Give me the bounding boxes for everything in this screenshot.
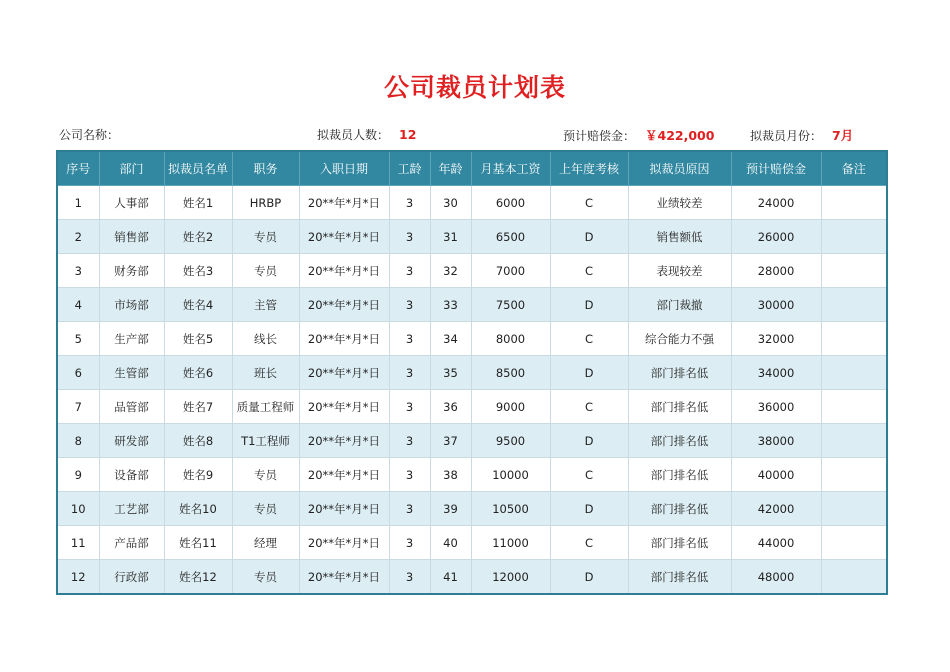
cell-col-department[interactable]: 品管部 [99, 390, 164, 424]
cell-col-department[interactable]: 市场部 [99, 288, 164, 322]
cell-col-name[interactable]: 姓名10 [164, 492, 232, 526]
cell-col-name[interactable]: 姓名12 [164, 560, 232, 595]
cell-col-remarks[interactable] [821, 424, 887, 458]
cell-col-age[interactable]: 37 [430, 424, 471, 458]
layoff-month-label: 拟裁员月份： [750, 129, 823, 143]
cell-col-department[interactable]: 设备部 [99, 458, 164, 492]
cell-col-last-year-rating[interactable]: D [550, 288, 628, 322]
cell-col-seniority[interactable]: 3 [389, 424, 430, 458]
cell-col-age[interactable]: 31 [430, 220, 471, 254]
cell-col-reason[interactable]: 部门排名低 [628, 526, 731, 560]
layoff-count-label: 拟裁员人数： [317, 128, 390, 142]
cell-col-remarks[interactable] [821, 220, 887, 254]
table-row [57, 322, 887, 356]
cell-col-index[interactable]: 11 [57, 526, 99, 560]
cell-col-last-year-rating[interactable]: C [550, 390, 628, 424]
cell-col-name[interactable]: 姓名6 [164, 356, 232, 390]
cell-col-base-salary[interactable]: 10500 [471, 492, 550, 526]
header-col-department: 部门 [99, 151, 164, 186]
cell-col-reason[interactable]: 销售额低 [628, 220, 731, 254]
compensation-total-label: 预计赔偿金： [563, 129, 636, 143]
cell-col-compensation[interactable]: 40000 [731, 458, 821, 492]
cell-col-reason[interactable]: 综合能力不强 [628, 322, 731, 356]
cell-col-reason[interactable]: 部门排名低 [628, 390, 731, 424]
cell-col-reason[interactable]: 部门裁撤 [628, 288, 731, 322]
cell-col-last-year-rating[interactable]: C [550, 186, 628, 220]
cell-col-reason[interactable]: 部门排名低 [628, 356, 731, 390]
cell-col-hire-date[interactable]: 20**年*月*日 [299, 254, 389, 288]
table-row [57, 526, 887, 560]
cell-col-age[interactable]: 40 [430, 526, 471, 560]
cell-col-department[interactable]: 行政部 [99, 560, 164, 595]
cell-col-base-salary[interactable]: 8500 [471, 356, 550, 390]
cell-col-hire-date[interactable]: 20**年*月*日 [299, 390, 389, 424]
cell-col-remarks[interactable] [821, 560, 887, 595]
cell-col-hire-date[interactable]: 20**年*月*日 [299, 288, 389, 322]
table-row [57, 254, 887, 288]
cell-col-compensation[interactable]: 34000 [731, 356, 821, 390]
cell-col-compensation[interactable]: 48000 [731, 560, 821, 595]
layoff-count-field [317, 126, 416, 143]
cell-col-index[interactable]: 12 [57, 560, 99, 595]
header-col-reason: 拟裁员原因 [628, 151, 731, 186]
cell-col-position[interactable]: HRBP [232, 186, 299, 220]
layoff-count-value: 12 [399, 127, 417, 142]
cell-col-compensation[interactable]: 44000 [731, 526, 821, 560]
cell-col-position[interactable]: 专员 [232, 220, 299, 254]
cell-col-seniority[interactable]: 3 [389, 356, 430, 390]
cell-col-compensation[interactable]: 32000 [731, 322, 821, 356]
table-row [57, 288, 887, 322]
cell-col-age[interactable]: 35 [430, 356, 471, 390]
header-col-age: 年龄 [430, 151, 471, 186]
table-body [57, 186, 887, 595]
cell-col-index[interactable]: 10 [57, 492, 99, 526]
cell-col-index[interactable]: 5 [57, 322, 99, 356]
cell-col-name[interactable]: 姓名9 [164, 458, 232, 492]
cell-col-hire-date[interactable]: 20**年*月*日 [299, 458, 389, 492]
cell-col-compensation[interactable]: 30000 [731, 288, 821, 322]
cell-col-position[interactable]: 主管 [232, 288, 299, 322]
table-header-row [57, 151, 887, 186]
cell-col-seniority[interactable]: 3 [389, 458, 430, 492]
cell-col-seniority[interactable]: 3 [389, 220, 430, 254]
header-col-hire-date: 入职日期 [299, 151, 389, 186]
compensation-total-value: ￥422,000 [645, 128, 715, 143]
cell-col-compensation[interactable]: 26000 [731, 220, 821, 254]
cell-col-base-salary[interactable]: 7000 [471, 254, 550, 288]
header-col-index: 序号 [57, 151, 99, 186]
cell-col-index[interactable]: 9 [57, 458, 99, 492]
cell-col-age[interactable]: 38 [430, 458, 471, 492]
cell-col-compensation[interactable]: 38000 [731, 424, 821, 458]
cell-col-index[interactable]: 6 [57, 356, 99, 390]
cell-col-age[interactable]: 36 [430, 390, 471, 424]
cell-col-name[interactable]: 姓名2 [164, 220, 232, 254]
cell-col-position[interactable]: 经理 [232, 526, 299, 560]
cell-col-remarks[interactable] [821, 186, 887, 220]
cell-col-base-salary[interactable]: 10000 [471, 458, 550, 492]
cell-col-name[interactable]: 姓名3 [164, 254, 232, 288]
cell-col-name[interactable]: 姓名7 [164, 390, 232, 424]
cell-col-compensation[interactable]: 24000 [731, 186, 821, 220]
header-col-remarks: 备注 [821, 151, 887, 186]
cell-col-position[interactable]: 专员 [232, 254, 299, 288]
cell-col-reason[interactable]: 业绩较差 [628, 186, 731, 220]
cell-col-seniority[interactable]: 3 [389, 492, 430, 526]
cell-col-department[interactable]: 工艺部 [99, 492, 164, 526]
cell-col-position[interactable]: 线长 [232, 322, 299, 356]
cell-col-base-salary[interactable]: 9500 [471, 424, 550, 458]
cell-col-hire-date[interactable]: 20**年*月*日 [299, 356, 389, 390]
cell-col-seniority[interactable]: 3 [389, 288, 430, 322]
header-col-base-salary: 月基本工资 [471, 151, 550, 186]
cell-col-base-salary[interactable]: 11000 [471, 526, 550, 560]
cell-col-base-salary[interactable]: 9000 [471, 390, 550, 424]
company-name-field [59, 126, 119, 143]
cell-col-index[interactable]: 7 [57, 390, 99, 424]
cell-col-seniority[interactable]: 3 [389, 390, 430, 424]
cell-col-position[interactable]: 质量工程师 [232, 390, 299, 424]
company-name-label: 公司名称： [59, 128, 120, 142]
cell-col-hire-date[interactable]: 20**年*月*日 [299, 220, 389, 254]
table-row [57, 424, 887, 458]
cell-col-age[interactable]: 32 [430, 254, 471, 288]
cell-col-base-salary[interactable]: 8000 [471, 322, 550, 356]
cell-col-remarks[interactable] [821, 356, 887, 390]
cell-col-compensation[interactable]: 42000 [731, 492, 821, 526]
layoff-plan-table [56, 150, 888, 595]
table-row [57, 186, 887, 220]
header-col-last-year-rating: 上年度考核 [550, 151, 628, 186]
cell-col-position[interactable]: 专员 [232, 560, 299, 595]
cell-col-index[interactable]: 4 [57, 288, 99, 322]
cell-col-base-salary[interactable]: 6500 [471, 220, 550, 254]
cell-col-base-salary[interactable]: 12000 [471, 560, 550, 595]
cell-col-reason[interactable]: 部门排名低 [628, 424, 731, 458]
table-row [57, 492, 887, 526]
cell-col-department[interactable]: 研发部 [99, 424, 164, 458]
cell-col-reason[interactable]: 表现较差 [628, 254, 731, 288]
table-row [57, 356, 887, 390]
cell-col-base-salary[interactable]: 6000 [471, 186, 550, 220]
cell-col-seniority[interactable]: 3 [389, 560, 430, 595]
cell-col-reason[interactable]: 部门排名低 [628, 560, 731, 595]
cell-col-hire-date[interactable]: 20**年*月*日 [299, 424, 389, 458]
cell-col-hire-date[interactable]: 20**年*月*日 [299, 186, 389, 220]
table-row [57, 458, 887, 492]
cell-col-age[interactable]: 30 [430, 186, 471, 220]
cell-col-hire-date[interactable]: 20**年*月*日 [299, 560, 389, 595]
cell-col-remarks[interactable] [821, 458, 887, 492]
layoff-month-value: 7月 [832, 128, 854, 143]
cell-col-index[interactable]: 2 [57, 220, 99, 254]
cell-col-position[interactable]: 专员 [232, 492, 299, 526]
cell-col-remarks[interactable] [821, 390, 887, 424]
cell-col-department[interactable]: 生产部 [99, 322, 164, 356]
cell-col-name[interactable]: 姓名1 [164, 186, 232, 220]
cell-col-department[interactable]: 人事部 [99, 186, 164, 220]
cell-col-index[interactable]: 1 [57, 186, 99, 220]
cell-col-seniority[interactable]: 3 [389, 322, 430, 356]
cell-col-seniority[interactable]: 3 [389, 526, 430, 560]
cell-col-compensation[interactable]: 28000 [731, 254, 821, 288]
cell-col-index[interactable]: 8 [57, 424, 99, 458]
cell-col-last-year-rating[interactable]: D [550, 220, 628, 254]
layoff-month-field [750, 126, 853, 144]
cell-col-index[interactable]: 3 [57, 254, 99, 288]
cell-col-seniority[interactable]: 3 [389, 186, 430, 220]
cell-col-seniority[interactable]: 3 [389, 254, 430, 288]
cell-col-last-year-rating[interactable]: D [550, 560, 628, 595]
cell-col-hire-date[interactable]: 20**年*月*日 [299, 526, 389, 560]
cell-col-hire-date[interactable]: 20**年*月*日 [299, 492, 389, 526]
cell-col-last-year-rating[interactable]: D [550, 492, 628, 526]
cell-col-position[interactable]: 班长 [232, 356, 299, 390]
cell-col-age[interactable]: 34 [430, 322, 471, 356]
cell-col-position[interactable]: 专员 [232, 458, 299, 492]
cell-col-name[interactable]: 姓名5 [164, 322, 232, 356]
cell-col-age[interactable]: 33 [430, 288, 471, 322]
table-row [57, 390, 887, 424]
cell-col-last-year-rating[interactable]: D [550, 424, 628, 458]
header-col-compensation: 预计赔偿金 [731, 151, 821, 186]
header-col-position: 职务 [232, 151, 299, 186]
table-row [57, 220, 887, 254]
cell-col-remarks[interactable] [821, 492, 887, 526]
header-col-seniority: 工龄 [389, 151, 430, 186]
cell-col-last-year-rating[interactable]: D [550, 356, 628, 390]
cell-col-last-year-rating[interactable]: C [550, 526, 628, 560]
cell-col-department[interactable]: 财务部 [99, 254, 164, 288]
cell-col-remarks[interactable] [821, 526, 887, 560]
cell-col-last-year-rating[interactable]: C [550, 254, 628, 288]
cell-col-reason[interactable]: 部门排名低 [628, 458, 731, 492]
cell-col-name[interactable]: 姓名4 [164, 288, 232, 322]
header-col-name: 拟裁员名单 [164, 151, 232, 186]
compensation-total-field [563, 126, 714, 144]
cell-col-reason[interactable]: 部门排名低 [628, 492, 731, 526]
table-row [57, 560, 887, 595]
cell-col-base-salary[interactable]: 7500 [471, 288, 550, 322]
cell-col-remarks[interactable] [821, 322, 887, 356]
cell-col-name[interactable]: 姓名8 [164, 424, 232, 458]
cell-col-hire-date[interactable]: 20**年*月*日 [299, 322, 389, 356]
cell-col-remarks[interactable] [821, 288, 887, 322]
page-title: 公司裁员计划表 [383, 73, 566, 102]
cell-col-department[interactable]: 生管部 [99, 356, 164, 390]
cell-col-name[interactable]: 姓名11 [164, 526, 232, 560]
cell-col-remarks[interactable] [821, 254, 887, 288]
cell-col-last-year-rating[interactable]: C [550, 458, 628, 492]
cell-col-age[interactable]: 41 [430, 560, 471, 595]
cell-col-age[interactable]: 39 [430, 492, 471, 526]
cell-col-last-year-rating[interactable]: C [550, 322, 628, 356]
cell-col-department[interactable]: 产品部 [99, 526, 164, 560]
cell-col-compensation[interactable]: 36000 [731, 390, 821, 424]
cell-col-department[interactable]: 销售部 [99, 220, 164, 254]
cell-col-position[interactable]: T1工程师 [232, 424, 299, 458]
